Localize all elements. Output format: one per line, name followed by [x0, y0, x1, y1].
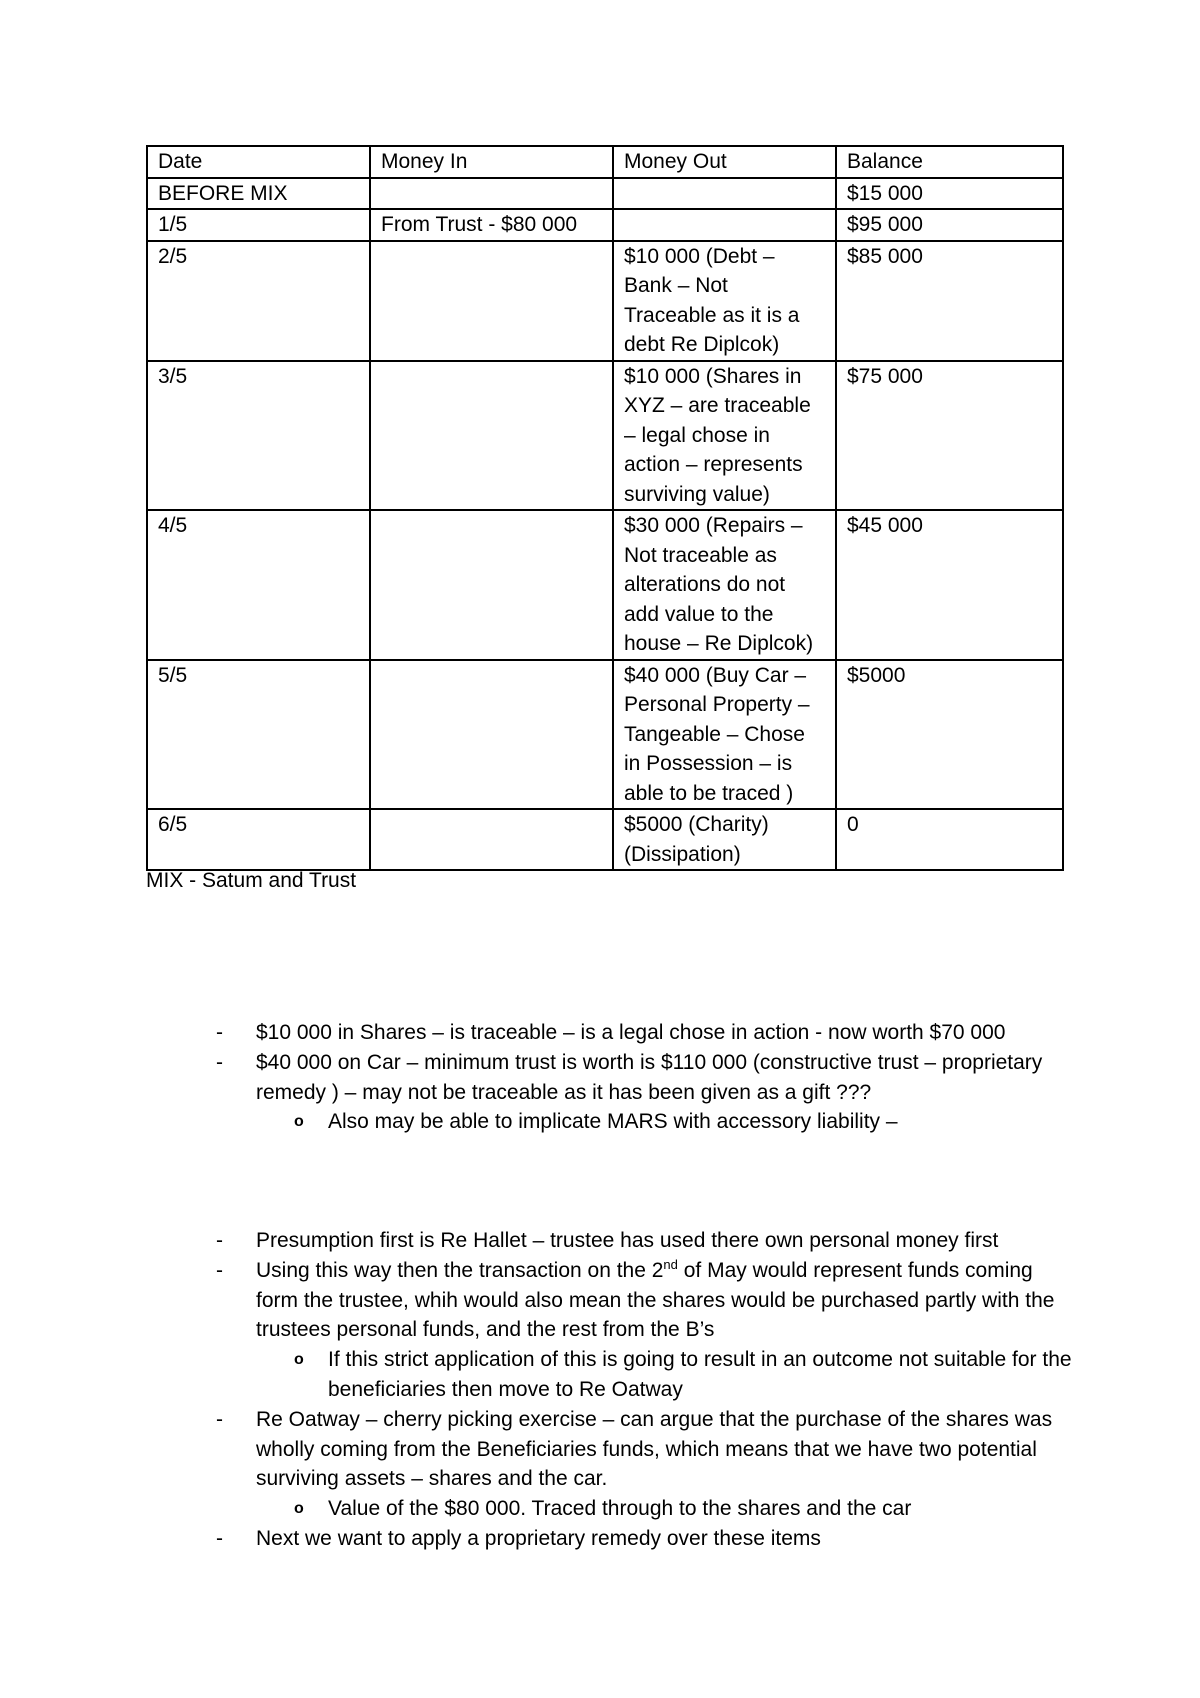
cell-money-out: $30 000 (Repairs – Not traceable as alterations do not add value to the house – Re Diplcok) — [613, 510, 836, 660]
table-caption: MIX - Satum and Trust — [146, 869, 357, 892]
list-item-text: Next we want to apply a proprietary remedy over these items — [256, 1526, 821, 1550]
circle-bullet-icon: o — [294, 1113, 304, 1131]
dash-bullet-icon: - — [216, 1258, 223, 1282]
list-item — [216, 1256, 1076, 1345]
cell-balance: $75 000 — [836, 361, 1063, 511]
cell-balance: $45 000 — [836, 510, 1063, 660]
notes-list-1 — [216, 1018, 1076, 1137]
cell-money-in — [370, 660, 613, 810]
header-date: Date — [147, 146, 370, 178]
cell-money-out — [613, 178, 836, 210]
cell-date: 1/5 — [147, 209, 370, 241]
list-item — [216, 1018, 1076, 1048]
cell-money-in: From Trust - $80 000 — [370, 209, 613, 241]
cell-balance: $95 000 — [836, 209, 1063, 241]
list-item-text: Also may be able to implicate MARS with accessory liability – — [328, 1110, 898, 1134]
list-item — [216, 1107, 1076, 1137]
cell-money-out — [613, 209, 836, 241]
cell-date: 6/5 — [147, 809, 370, 870]
cell-money-out: $5000 (Charity) (Dissipation) — [613, 809, 836, 870]
header-balance: Balance — [836, 146, 1063, 178]
dash-bullet-icon: - — [216, 1021, 223, 1044]
list-item — [216, 1048, 1076, 1108]
cell-money-out: $10 000 (Debt – Bank – Not Traceable as it is a debt Re Diplcok) — [613, 241, 836, 361]
dash-bullet-icon: - — [216, 1407, 223, 1431]
tracing-table — [146, 145, 1064, 871]
list-item-text: Presumption first is Re Hallet – trustee has used there own personal money first — [256, 1229, 999, 1252]
dash-bullet-icon: - — [216, 1229, 223, 1252]
dash-bullet-icon: - — [216, 1050, 223, 1074]
list-item-text: $10 000 in Shares – is traceable – is a legal chose in action - now worth $70 000 — [256, 1021, 1006, 1044]
cell-date: 3/5 — [147, 361, 370, 511]
cell-balance: 0 — [836, 809, 1063, 870]
cell-date: 2/5 — [147, 241, 370, 361]
table-row — [147, 241, 1063, 361]
cell-balance: $85 000 — [836, 241, 1063, 361]
cell-balance: $15 000 — [836, 178, 1063, 210]
header-money-in: Money In — [370, 146, 613, 178]
table-header-row — [147, 146, 1063, 178]
table-row — [147, 361, 1063, 511]
list-item — [216, 1405, 1076, 1494]
notes-list-2 — [216, 1226, 1076, 1554]
table-row — [147, 178, 1063, 210]
cell-money-out: $10 000 (Shares in XYZ – are traceable – legal chose in action – represents surviving value) — [613, 361, 836, 511]
text-part: of May would represent funds coming form the trustee, whih would also mean the shares would be purchased partly with the trustees personal funds, and the rest from the B’s — [256, 1258, 1055, 1342]
circle-bullet-icon: o — [294, 1351, 304, 1369]
cell-money-in — [370, 361, 613, 511]
table-row — [147, 209, 1063, 241]
cell-date: 4/5 — [147, 510, 370, 660]
text-part: Using this way then the transaction on the 2 — [256, 1258, 664, 1282]
list-item-text — [256, 1256, 1055, 1342]
list-item-text: Re Oatway – cherry picking exercise – can argue that the purchase of the shares was wholly coming from the Beneficiaries funds, which means that we have two potential surviving assets – shares and the car. — [256, 1407, 1053, 1491]
list-item — [216, 1524, 1076, 1554]
circle-bullet-icon: o — [294, 1500, 304, 1518]
header-money-out: Money Out — [613, 146, 836, 178]
list-item — [216, 1345, 1076, 1405]
cell-date: 5/5 — [147, 660, 370, 810]
cell-date: BEFORE MIX — [147, 178, 370, 210]
list-item-text: Value of the $80 000. Traced through to the shares and the car — [328, 1497, 912, 1521]
cell-money-in — [370, 241, 613, 361]
cell-money-in — [370, 178, 613, 210]
ordinal-suffix: nd — [663, 1256, 678, 1272]
list-item-text: $40 000 on Car – minimum trust is worth is $110 000 (constructive trust – proprietary remedy ) – may not be traceable as it has been given as a gift ??? — [256, 1050, 1043, 1104]
list-item — [216, 1494, 1076, 1524]
list-item — [216, 1226, 1076, 1256]
cell-money-in — [370, 809, 613, 870]
dash-bullet-icon: - — [216, 1526, 223, 1550]
table-row — [147, 809, 1063, 870]
cell-money-in — [370, 510, 613, 660]
table-row — [147, 660, 1063, 810]
list-item-text: If this strict application of this is going to result in an outcome not suitable for the beneficiaries then move to Re Oatway — [328, 1348, 1072, 1401]
table-row — [147, 510, 1063, 660]
cell-balance: $5000 — [836, 660, 1063, 810]
cell-money-out: $40 000 (Buy Car – Personal Property – Tangeable – Chose in Possession – is able to be traced ) — [613, 660, 836, 810]
